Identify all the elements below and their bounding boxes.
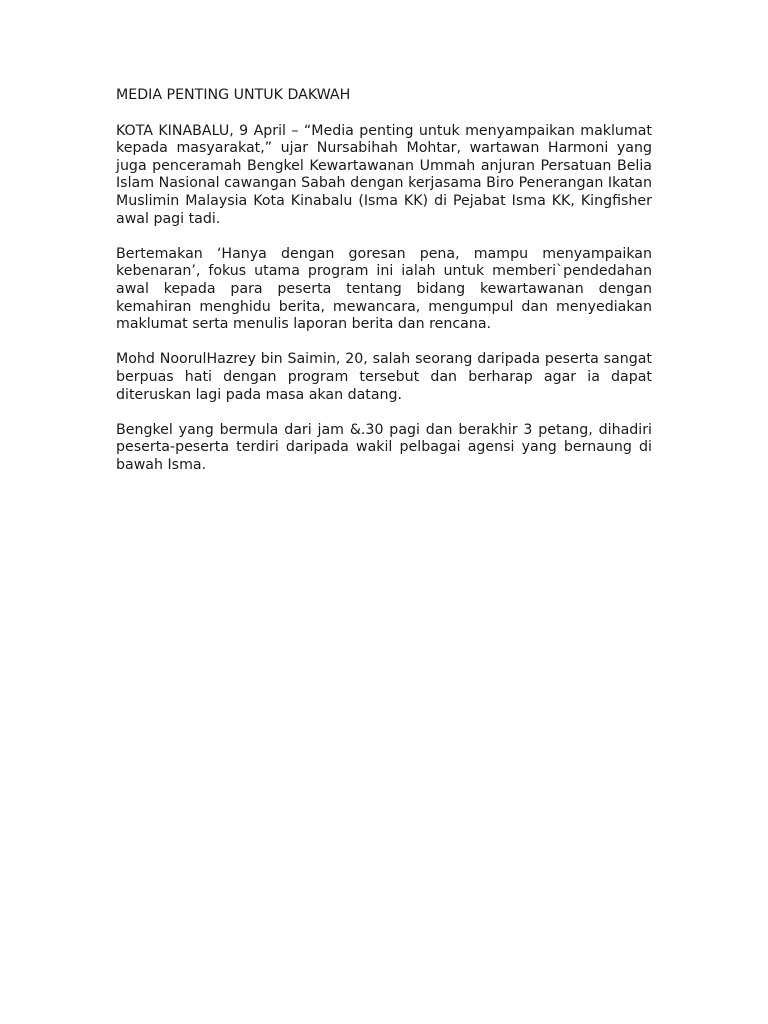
article-body bbox=[116, 87, 652, 474]
article-paragraph-4: Bengkel yang bermula dari jam &.30 pagi dan berakhir 3 petang, dihadiri peserta-peserta terdiri daripada wakil pelbagai agensi yang bernaung di bawah Isma. bbox=[116, 421, 652, 473]
article-paragraph-3: Mohd NoorulHazrey bin Saimin, 20, salah seorang daripada peserta sangat berpuas hati dengan program tersebut dan berharap agar ia dapat diteruskan lagi pada masa akan datang. bbox=[116, 351, 652, 403]
article-paragraph-2: Bertemakan ‘Hanya dengan goresan pena, mampu menyampaikan kebenaran’, fokus utama program ini ialah untuk memberi`pendedahan awal kepada para peserta tentang bidang kewartawanan dengan kemahiran menghidu berita, mewancara, mengumpul dan menyediakan maklumat serta menulis laporan berita dan rencana. bbox=[116, 245, 652, 333]
article-title: MEDIA PENTING UNTUK DAKWAH bbox=[116, 87, 351, 103]
article-paragraph-1: KOTA KINABALU, 9 April – “Media penting untuk menyampaikan maklumat kepada masyarakat,” ujar Nursabihah Mohtar, wartawan Harmoni yang juga penceramah Bengkel Kewartawanan Ummah anjuran Persatuan Belia Islam Nasional cawangan Sabah dengan kerjasama Biro Penerangan Ikatan Muslimin Malaysia Kota Kinabalu (Isma KK) di Pejabat Isma KK, Kingfisher awal pagi tadi. bbox=[116, 122, 652, 227]
